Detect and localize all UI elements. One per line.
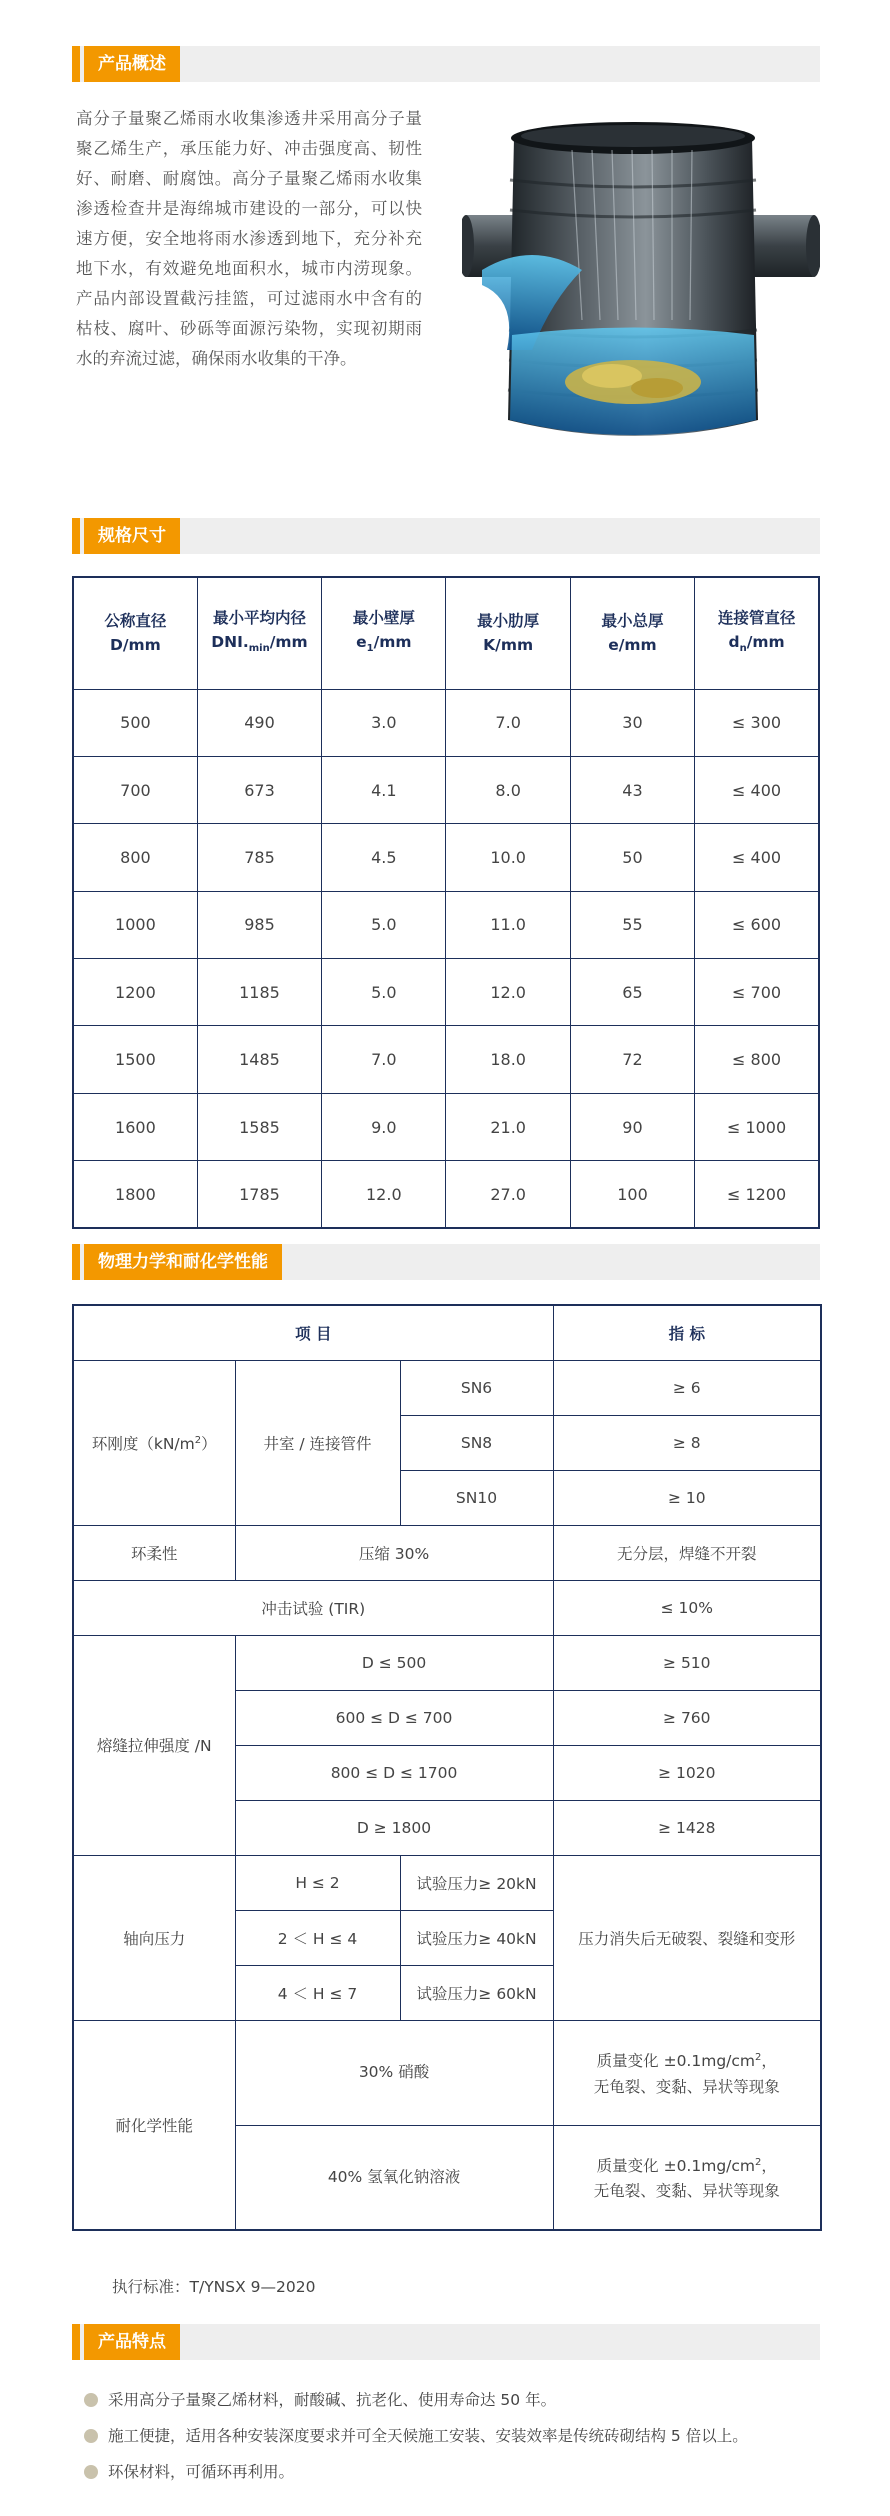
props-header-row xyxy=(73,1305,821,1360)
section-accent xyxy=(72,518,80,554)
props-table xyxy=(72,1304,822,2231)
product-image xyxy=(462,120,820,450)
table-row xyxy=(73,1360,821,1415)
table-cell: 4 ＜ H ≤ 7 xyxy=(235,1965,400,2020)
table-row xyxy=(73,1855,821,1910)
table-cell: 试验压力≥ 60kN xyxy=(400,1965,553,2020)
table-cell: 985 xyxy=(197,891,321,958)
section-title: 物理力学和耐化学性能 xyxy=(84,1244,282,1280)
spec-header-cell: 最小平均内径 $DNI._{min}/mm$ xyxy=(197,577,321,689)
table-cell: 1785 xyxy=(197,1161,321,1228)
table-cell: 1000 xyxy=(73,891,197,958)
table-cell: 7.0 xyxy=(322,1026,446,1093)
table-cell: 9.0 xyxy=(322,1093,446,1160)
flexibility-label: 环柔性 xyxy=(73,1525,235,1580)
section-accent xyxy=(72,1244,80,1280)
table-cell: 2 ＜ H ≤ 4 xyxy=(235,1910,400,1965)
props-header-index: 指 标 xyxy=(553,1305,821,1360)
table-cell: 试验压力≥ 40kN xyxy=(400,1910,553,1965)
table-row xyxy=(73,891,819,958)
table-cell: 800 xyxy=(73,824,197,891)
table-cell: 30 xyxy=(570,689,694,756)
table-cell: 500 xyxy=(73,689,197,756)
table-cell: ≤ 1200 xyxy=(695,1161,819,1228)
table-cell: 3.0 xyxy=(322,689,446,756)
list-item: 采用高分子量聚乙烯材料，耐酸碱、抗老化、使用寿命达 50 年。 xyxy=(84,2382,844,2418)
table-cell: ≥ 1428 xyxy=(553,1800,821,1855)
table-cell: 55 xyxy=(570,891,694,958)
chemical-label: 耐化学性能 xyxy=(73,2020,235,2230)
table-cell: SN8 xyxy=(400,1415,553,1470)
section-title: 产品概述 xyxy=(84,46,180,82)
table-cell: D ≤ 500 xyxy=(235,1635,553,1690)
spec-header-cell: 公称直径 D/mm xyxy=(73,577,197,689)
bullet-icon xyxy=(84,2393,98,2407)
spec-header-cell: 连接管直径 $d_n/mm$ xyxy=(695,577,819,689)
impact-label: 冲击试验 (TIR) xyxy=(73,1580,553,1635)
table-row xyxy=(73,689,819,756)
table-cell: 1485 xyxy=(197,1026,321,1093)
table-cell: 673 xyxy=(197,756,321,823)
bullet-icon xyxy=(84,2465,98,2479)
spec-table xyxy=(72,576,820,1229)
table-cell: 700 xyxy=(73,756,197,823)
table-cell: 7.0 xyxy=(446,689,570,756)
table-cell: 4.5 xyxy=(322,824,446,891)
table-cell: H ≤ 2 xyxy=(235,1855,400,1910)
table-cell: ≤ 700 xyxy=(695,959,819,1026)
table-cell: 785 xyxy=(197,824,321,891)
section-title: 产品特点 xyxy=(84,2324,180,2360)
table-cell: ≥ 760 xyxy=(553,1690,821,1745)
axial-val: 压力消失后无破裂、裂缝和变形 xyxy=(553,1855,821,2020)
table-cell: ≤ 300 xyxy=(695,689,819,756)
weld-label: 熔缝拉伸强度 /N xyxy=(73,1635,235,1855)
table-cell: 21.0 xyxy=(446,1093,570,1160)
table-cell: SN10 xyxy=(400,1470,553,1525)
table-cell: 18.0 xyxy=(446,1026,570,1093)
table-cell: ≥ 6 xyxy=(553,1360,821,1415)
table-cell: 质量变化 $\pm 0.1mg/cm^2$， 无龟裂、变黏、异状等现象 xyxy=(553,2125,821,2230)
table-cell: 12.0 xyxy=(446,959,570,1026)
table-cell: 质量变化 $\pm 0.1mg/cm^2$， 无龟裂、变黏、异状等现象 xyxy=(553,2020,821,2125)
table-cell: ≤ 600 xyxy=(695,891,819,958)
axial-label: 轴向压力 xyxy=(73,1855,235,2020)
spec-header-cell: 最小肋厚 K/mm xyxy=(446,577,570,689)
table-cell: D ≥ 1800 xyxy=(235,1800,553,1855)
table-cell: ≥ 8 xyxy=(553,1415,821,1470)
table-cell: 12.0 xyxy=(322,1161,446,1228)
section-props-bar xyxy=(72,1244,820,1280)
table-cell: 4.1 xyxy=(322,756,446,823)
table-cell: 试验压力≥ 20kN xyxy=(400,1855,553,1910)
ring-stiffness-sub: 井室 / 连接管件 xyxy=(235,1360,400,1525)
table-cell: 1585 xyxy=(197,1093,321,1160)
table-row xyxy=(73,2020,821,2125)
table-row xyxy=(73,1635,821,1690)
table-row xyxy=(73,1161,819,1228)
table-cell: 72 xyxy=(570,1026,694,1093)
table-cell: 1500 xyxy=(73,1026,197,1093)
props-header-item: 项 目 xyxy=(73,1305,553,1360)
table-cell: 8.0 xyxy=(446,756,570,823)
overview-text: 高分子量聚乙烯雨水收集渗透井采用高分子量聚乙烯生产，承压能力好、冲击强度高、韧性好、耐磨、耐腐蚀。高分子量聚乙烯雨水收集渗透检查井是海绵城市建设的一部分，可以快速方便，安全地将雨水渗透到地下，充分补充地下水，有效避免地面积水，城市内涝现象。产品内部设置截污挂篮，可过滤雨水中含有的枯枝、腐叶、砂砾等面源污染物，实现初期雨水的弃流过滤，确保雨水收集的干净。 xyxy=(76,109,422,368)
table-cell: ≤ 1000 xyxy=(695,1093,819,1160)
table-cell: 30% 硝酸 xyxy=(235,2020,553,2125)
table-cell: 43 xyxy=(570,756,694,823)
table-cell: 50 xyxy=(570,824,694,891)
flexibility-val: 无分层，焊缝不开裂 xyxy=(553,1525,821,1580)
table-cell: 1800 xyxy=(73,1161,197,1228)
table-cell: 600 ≤ D ≤ 700 xyxy=(235,1690,553,1745)
list-item: 环保材料，可循环再利用。 xyxy=(84,2454,844,2490)
spec-header-cell: 最小总厚 e/mm xyxy=(570,577,694,689)
table-cell: 27.0 xyxy=(446,1161,570,1228)
table-cell: 10.0 xyxy=(446,824,570,891)
spec-header-row xyxy=(73,577,819,689)
table-cell: ≥ 10 xyxy=(553,1470,821,1525)
table-row xyxy=(73,1093,819,1160)
table-cell: 100 xyxy=(570,1161,694,1228)
table-row xyxy=(73,1525,821,1580)
table-row xyxy=(73,959,819,1026)
table-row xyxy=(73,756,819,823)
table-cell: 1185 xyxy=(197,959,321,1026)
table-cell: 5.0 xyxy=(322,891,446,958)
list-item: 施工便捷，适用各种安装深度要求并可全天候施工安装、安装效率是传统砖砌结构 5 倍以上。 xyxy=(84,2418,844,2454)
table-cell: ≥ 510 xyxy=(553,1635,821,1690)
table-cell: ≤ 400 xyxy=(695,824,819,891)
bullet-icon xyxy=(84,2429,98,2443)
table-cell: 90 xyxy=(570,1093,694,1160)
flexibility-cond: 压缩 30% xyxy=(235,1525,553,1580)
table-cell: ≥ 1020 xyxy=(553,1745,821,1800)
table-cell: 65 xyxy=(570,959,694,1026)
table-row xyxy=(73,824,819,891)
table-cell: ≤ 400 xyxy=(695,756,819,823)
table-row xyxy=(73,1026,819,1093)
table-cell: 1200 xyxy=(73,959,197,1026)
section-overview-bar xyxy=(72,46,820,82)
section-accent xyxy=(72,46,80,82)
table-cell: ≤ 800 xyxy=(695,1026,819,1093)
table-cell: SN6 xyxy=(400,1360,553,1415)
table-cell: 1600 xyxy=(73,1093,197,1160)
section-spec-bar xyxy=(72,518,820,554)
table-cell: 5.0 xyxy=(322,959,446,1026)
spec-header-cell: 最小壁厚 $e_1/mm$ xyxy=(322,577,446,689)
section-title: 规格尺寸 xyxy=(84,518,180,554)
table-row xyxy=(73,1580,821,1635)
section-accent xyxy=(72,2324,80,2360)
table-cell: 40% 氢氧化钠溶液 xyxy=(235,2125,553,2230)
table-cell: 11.0 xyxy=(446,891,570,958)
standard-text: 执行标准：T/YNSX 9—2020 xyxy=(112,2278,316,2296)
ring-stiffness-label: 环刚度$(kN/m^2)$ xyxy=(73,1360,235,1525)
feature-list xyxy=(84,2382,844,2490)
section-features-bar xyxy=(72,2324,820,2360)
impact-val: ≤ 10% xyxy=(553,1580,821,1635)
table-cell: 800 ≤ D ≤ 1700 xyxy=(235,1745,553,1800)
table-cell: 490 xyxy=(197,689,321,756)
